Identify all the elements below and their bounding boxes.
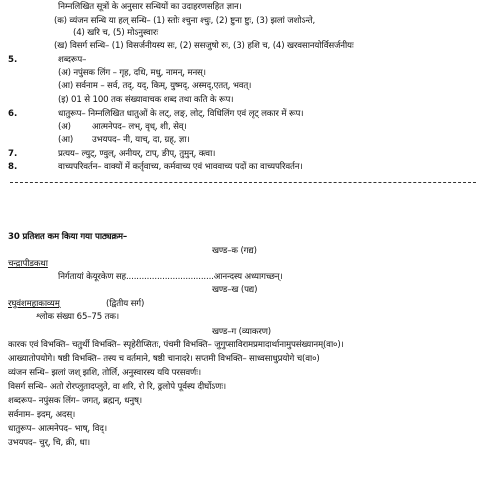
sarvanam-line: (आ) सर्वनाम – सर्व, तद्, यद्, किम्, युष्मद्, अस्मद्,एतत्, भवत्। [58,81,252,91]
sarvanam-reduced: सर्वनाम– इदम्, अदस्। [8,410,76,420]
section-divider [10,182,476,183]
raghuvansh-sarg: (द्वितीय सर्ग) [106,299,145,309]
dhaturoop-line: धातुरूप– निम्नलिखित धातुओं के लट्, लङ्, लोट्, विधिलिंग एवं लृट् लकार में रूप। [58,109,304,119]
khand-ga-heading: खण्ड–ग (व्याकरण) [212,327,271,337]
item-number-8: 8. [8,162,18,172]
karak-vibhakti-line-2: आख्यातोपयोगे। षष्ठी विभक्ति– तस्य च वर्तमाने, षष्ठी चानादरे। सप्तमी विभक्ति– साध्वसाधुप्रयोगे च(वा०) [8,354,320,364]
nirgatayam-line: निर्गतायां केयूरकेण सह..................................आनन्दस्य अध्यागच्छन्। [58,272,283,282]
raghuvansh-title: रघुवंशमहाकाव्यम् [8,299,60,309]
shabdroop-heading: शब्दरूप– [58,55,87,65]
ubhaypad-line: उभयपद– नी, याच्, दा, ग्रह्, ज्ञा। [92,135,190,145]
chandrapida-katha-title: चन्द्रापीडकथा [8,259,48,269]
vachya-parivartan-line: वाच्यपरिवर्तन– वाक्यों में कर्तृवाच्य, कर्मवाच्य एवं भाववाच्य पदों का वाच्यपरिवर्तन। [58,162,303,172]
atmanepad-label: (अ) [58,122,71,132]
sankhya-line: (इ) 01 से 100 तक संख्यावाचक शब्द तथा कति के रूप। [58,95,234,105]
item-number-5: 5. [8,55,18,65]
visarg-sandhi-line: (ख) विसर्ग सन्धि– (1) विसर्जनीयस्य सः, (2) ससजुषो रुः, (3) हशि च, (4) खरवसानयोर्विसर्जनीयः [54,41,354,51]
shlok-range-line: श्लोक संख्या 65–75 तक। [36,312,119,322]
pratyay-line: प्रत्यय– ल्युट्, ण्वुल्, अनीयर्, टाप्, ङीप्, तुमुन्, क्त्वा। [58,149,216,159]
shabdroop-reduced: शब्दरूप– नपुंसक लिंग– जगत्, ब्रह्मन्, धनुष्। [8,396,142,406]
sandhi-intro: निम्नलिखित सूत्रों के अनुसार सन्धियों का उदाहरणसहित ज्ञान। [58,2,242,12]
item-number-6: 6. [8,109,18,119]
ubhaypad-label: (आ) [58,135,74,145]
dhaturoop-reduced: धातुरूप– आत्मनेपद– भाष्, विद्। [8,424,107,434]
vyanjan-sandhi-reduced: व्यंजन सन्धि– झलां जश् झशि, तोर्लि, अनुस्वारस्य ययि परसवर्णः। [8,368,201,378]
vyanjan-sandhi-line-2: (4) खरि च, (5) मोऽनुस्वारः [73,28,158,38]
atmanepad-line: आत्मनेपद– लभ्, वृध्, शी, सेव्। [92,122,187,132]
khand-kha-heading: खण्ड–ख (पद्य) [212,285,258,295]
reduced-syllabus-heading: 30 प्रतिशत कम किया गया पाठ्यक्रम– [8,232,128,242]
karak-vibhakti-line-1: कारक एवं विभक्ति– चतुर्थी विभक्ति– स्पृहेरीप्सितः, पंचमी विभक्ति– जुगुप्साविरामप्रमादार्थानामुपसंख्यानम्(वा०)। [8,340,344,350]
khand-ka-heading: खण्ड–क (गद्य) [212,246,257,256]
vyanjan-sandhi-line: (क) व्यंजन सन्धि या हल् सन्धि– (1) स्तोः श्चुना श्चुः, (2) ष्टुना ष्टुः, (3) झलां जशोऽन्ते, [54,16,316,26]
ubhaypad-reduced: उभयपद– चुर्, चि, क्री, धा। [8,438,90,448]
item-number-7: 7. [8,149,18,159]
napunsak-ling-line: (अ) नपुंसक लिंग – गृह, दधि, मधु, नामन्, मनस्। [58,68,206,78]
visarg-sandhi-reduced: विसर्ग सन्धि– अतो रोरप्लुतादप्लुते, वा शरि, रो रि, ढ्रलोपे पूर्वस्य दीर्घोऽणः। [8,382,227,392]
